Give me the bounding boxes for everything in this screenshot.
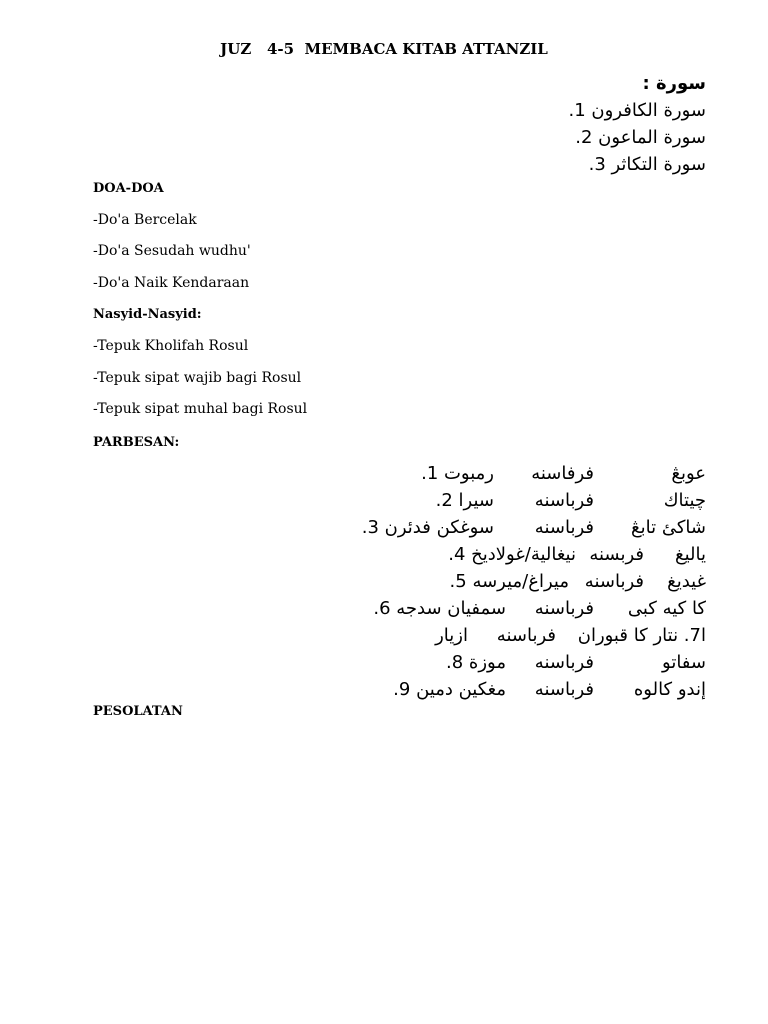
doa-item: -Do'a Naik Kendaraan	[93, 275, 250, 291]
parbesan-cell: ميراغ/ميرسه 5.	[449, 571, 569, 592]
parbesan-cell: ازيار	[435, 625, 468, 646]
parbesan-row	[362, 649, 706, 676]
parbesan-cell: رمبوت 1.	[421, 463, 494, 484]
nasyid-item: -Tepuk sipat muhal bagi Rosul	[93, 401, 308, 417]
parbesan-cell: فرفاسنه	[531, 463, 594, 484]
page-title: JUZ 4-5 MEMBACA KITAB ATTANZIL	[220, 40, 548, 58]
parbesan-cell: سمفيان سدجه 6.	[373, 598, 506, 619]
doa-item: -Do'a Sesudah wudhu'	[93, 243, 251, 259]
parbesan-row	[362, 541, 706, 568]
parbesan-cell: شاكئ تابڠ	[631, 517, 706, 538]
parbesan-row	[362, 487, 706, 514]
parbesan-cell: ياليغ	[675, 544, 706, 565]
parbesan-cell: كا كيه كبى	[627, 598, 706, 619]
parbesan-list	[362, 460, 706, 703]
parbesan-row	[362, 460, 706, 487]
parbesan-row	[362, 514, 706, 541]
parbesan-cell: إندو كالوه	[633, 679, 706, 700]
parbesan-row	[362, 568, 706, 595]
surah-item: سورة الماعون 2.	[575, 127, 706, 148]
surah-item: سورة الكافرون 1.	[568, 100, 706, 121]
doa-item: -Do'a Bercelak	[93, 212, 197, 228]
parbesan-row	[362, 676, 706, 703]
parbesan-cell: ا7. نتار كا قبوران	[577, 625, 706, 646]
parbesan-row	[362, 622, 706, 649]
parbesan-cell: موزة 8.	[446, 652, 506, 673]
parbesan-row	[362, 595, 706, 622]
parbesan-cell: فربسنه	[589, 544, 644, 565]
parbesan-cell: فرباسنه	[496, 625, 556, 646]
surah-heading: سورة :	[642, 73, 706, 94]
parbesan-heading: PARBESAN:	[93, 435, 180, 450]
pesolatan-heading: PESOLATAN	[93, 704, 183, 719]
parbesan-cell: مغكين دمين 9.	[393, 679, 506, 700]
surah-list	[569, 70, 707, 178]
nasyid-heading: Nasyid-Nasyid:	[93, 307, 202, 322]
doa-heading: DOA-DOA	[93, 181, 164, 196]
parbesan-cell: فرباسنه	[534, 679, 594, 700]
parbesan-cell: فرباسنه	[584, 571, 644, 592]
parbesan-cell: سيرا 2.	[435, 490, 494, 511]
parbesan-cell: فرباسنه	[534, 652, 594, 673]
parbesan-cell: غيديغ	[667, 571, 706, 592]
parbesan-cell: نيغالية/غولاديخ 4.	[448, 544, 576, 565]
parbesan-cell: سفاتو	[662, 652, 706, 673]
parbesan-cell: سوغكن فدئرن 3.	[361, 517, 494, 538]
parbesan-cell: فرباسنه	[534, 598, 594, 619]
parbesan-cell: فرباسنه	[534, 517, 594, 538]
parbesan-cell: عوبڠ	[671, 463, 706, 484]
parbesan-cell: چيتاك	[663, 490, 706, 511]
nasyid-item: -Tepuk sipat wajib bagi Rosul	[93, 370, 302, 386]
nasyid-item: -Tepuk Kholifah Rosul	[93, 338, 249, 354]
parbesan-cell: فرباسنه	[534, 490, 594, 511]
surah-item: سورة التكاثر 3.	[588, 154, 706, 175]
